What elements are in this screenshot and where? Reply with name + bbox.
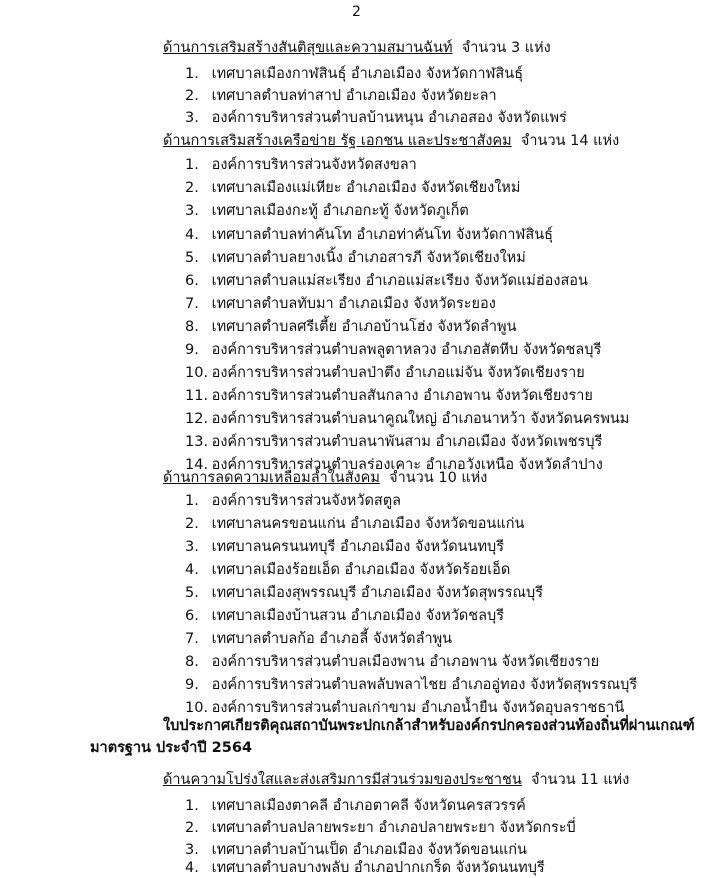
section-title: ด้านการเสริมสร้างเครือข่าย รัฐ เอกชน และประชาสังคม	[163, 133, 512, 149]
item-text: เทศบาลเมืองสุพรรณบุรี อำเภอเมือง จังหวัดสุพรรณบุรี	[211, 585, 544, 601]
item-text: องค์การบริหารส่วนตำบลนาคูณใหญ่ อำเภอนาหว้า จังหวัดนครพนม	[211, 411, 630, 427]
list-item	[185, 818, 576, 838]
list-item	[185, 698, 624, 718]
item-number: 4.	[185, 562, 199, 578]
list-item	[185, 858, 545, 878]
item-text: เทศบาลเมืองกาฬสินธุ์ อำเภอเมือง จังหวัดกาฬสินธุ์	[211, 66, 524, 82]
list-item	[185, 583, 543, 603]
list-item	[185, 840, 527, 860]
list-item	[185, 432, 602, 452]
item-text: เทศบาลเมืองบ้านสวน อำเภอเมือง จังหวัดชลบุรี	[211, 608, 505, 624]
item-number: 8.	[185, 319, 199, 335]
item-number: 6.	[185, 608, 199, 624]
item-text: เทศบาลเมืองร้อยเอ็ด อำเภอเมือง จังหวัดร้อยเอ็ด	[211, 562, 511, 578]
item-number: 7.	[185, 631, 199, 647]
item-text: องค์การบริหารส่วนตำบลนาพันสาม อำเภอเมือง จังหวัดเพชรบุรี	[211, 434, 603, 450]
section-count: จำนวน 10 แห่ง	[389, 470, 488, 486]
list-item	[185, 340, 601, 360]
item-text: เทศบาลตำบลยางเนิ้ง อำเภอสารภี จังหวัดเชียงใหม่	[211, 250, 526, 266]
item-number: 3.	[185, 539, 199, 555]
certificate-title: ใบประกาศเกียรติคุณสถาบันพระปกเกล้าสำหรับองค์กรปกครองส่วนท้องถิ่นที่ผ่านเกณฑ์	[163, 718, 695, 734]
item-text: เทศบาลเมืองกะทู้ อำเภอกะทู้ จังหวัดภูเก็ต	[211, 203, 469, 219]
list-item	[185, 629, 452, 649]
item-number: 1.	[185, 493, 199, 509]
item-number: 10.	[185, 365, 209, 381]
item-text: เทศบาลตำบลแม่สะเรียง อำเภอแม่สะเรียง จังหวัดแม่ฮ่องสอน	[211, 273, 588, 289]
item-text: องค์การบริหารส่วนจังหวัดสตูล	[211, 493, 402, 509]
list-item	[185, 652, 599, 672]
list-item	[185, 201, 469, 221]
item-text: เทศบาลตำบลท่าคันโท อำเภอท่าคันโท จังหวัดกาฬสินธุ์	[211, 227, 553, 243]
item-text: เทศบาลตำบลทับมา อำเภอเมือง จังหวัดระยอง	[211, 296, 496, 312]
item-number: 5.	[185, 585, 199, 601]
item-text: องค์การบริหารส่วนตำบลป่าตึง อำเภอแม่จัน จังหวัดเชียงราย	[211, 365, 585, 381]
section-title: ด้านการเสริมสร้างสันติสุขและความสมานฉันท์	[163, 40, 453, 56]
list-item	[185, 796, 526, 816]
item-text: เทศบาลตำบลบางพลับ อำเภอปากเกร็ด จังหวัดนนทบุรี	[211, 860, 545, 876]
item-number: 3.	[185, 842, 199, 858]
section-count: จำนวน 14 แห่ง	[520, 133, 620, 149]
list-item	[185, 537, 504, 557]
section-heading	[163, 468, 487, 488]
list-item	[185, 178, 520, 198]
item-number: 12.	[185, 411, 209, 427]
item-number: 9.	[185, 342, 199, 358]
certificate-subtitle: มาตรฐาน ประจำปี 2564	[90, 740, 253, 756]
list-item	[185, 514, 524, 534]
item-text: องค์การบริหารส่วนตำบลพลับพลาไชย อำเภออู่ทอง จังหวัดสุพรรณบุรี	[211, 677, 638, 693]
section-title: ด้านการลดความเหลื่อมล้ำในสังคม	[163, 470, 380, 486]
list-item	[185, 363, 585, 383]
item-number: 1.	[185, 66, 199, 82]
item-text: เทศบาลนครขอนแก่น อำเภอเมือง จังหวัดขอนแก่น	[211, 516, 525, 532]
list-item	[185, 675, 637, 695]
item-text: เทศบาลตำบลศรีเตี้ย อำเภอบ้านโฮ่ง จังหวัดลำพูน	[211, 319, 517, 335]
item-number: 2.	[185, 88, 199, 104]
item-text: เทศบาลตำบลบ้านเป็ด อำเภอเมือง จังหวัดขอนแก่น	[211, 842, 527, 858]
item-number: 1.	[185, 157, 199, 173]
list-item	[185, 409, 629, 429]
item-text: องค์การบริหารส่วนตำบลสันกลาง อำเภอพาน จังหวัดเชียงราย	[211, 388, 593, 404]
item-text: เทศบาลเมืองตาคลี อำเภอตาคลี จังหวัดนครสวรรค์	[211, 798, 526, 814]
item-text: เทศบาลตำบลปลายพระยา อำเภอปลายพระยา จังหวัดกระบี่	[211, 820, 576, 836]
item-number: 9.	[185, 677, 199, 693]
item-number: 5.	[185, 250, 199, 266]
item-number: 13.	[185, 434, 209, 450]
list-item	[185, 606, 504, 626]
item-number: 7.	[185, 296, 199, 312]
item-text: องค์การบริหารส่วนตำบลเก่าขาม อำเภอน้ำยืน จังหวัดอุบลราชธานี	[211, 700, 625, 716]
section-heading	[163, 38, 551, 58]
item-text: องค์การบริหารส่วนตำบลร่องเคาะ อำเภอวังเหนือ จังหวัดลำปาง	[211, 457, 603, 473]
item-text: เทศบาลตำบลท่าสาป อำเภอเมือง จังหวัดยะลา	[211, 88, 497, 104]
list-item	[185, 86, 497, 106]
list-item	[185, 294, 496, 314]
list-item	[185, 560, 510, 580]
list-item	[185, 108, 567, 128]
item-number: 1.	[185, 798, 199, 814]
item-number: 3.	[185, 110, 199, 126]
item-text: องค์การบริหารส่วนตำบลพลูตาหลวง อำเภอสัตหีบ จังหวัดชลบุรี	[211, 342, 602, 358]
item-number: 11.	[185, 388, 209, 404]
item-text: เทศบาลตำบลก้อ อำเภอลี้ จังหวัดลำพูน	[211, 631, 453, 647]
list-item	[185, 491, 401, 511]
item-number: 2.	[185, 180, 199, 196]
item-number: 10.	[185, 700, 209, 716]
item-text: เทศบาลเมืองแม่เหียะ อำเภอเมือง จังหวัดเชียงใหม่	[211, 180, 521, 196]
item-number: 6.	[185, 273, 199, 289]
list-item	[185, 64, 523, 84]
list-item	[185, 386, 593, 406]
item-number: 4.	[185, 860, 199, 876]
list-item	[185, 317, 517, 337]
list-item	[185, 248, 526, 268]
list-item	[185, 225, 553, 245]
list-item	[185, 271, 588, 291]
item-number: 4.	[185, 227, 199, 243]
item-number: 3.	[185, 203, 199, 219]
list-item	[185, 155, 417, 175]
item-number: 8.	[185, 654, 199, 670]
section-heading	[163, 770, 629, 790]
item-number: 2.	[185, 516, 199, 532]
item-number: 2.	[185, 820, 199, 836]
item-number: 14.	[185, 457, 209, 473]
item-text: องค์การบริหารส่วนจังหวัดสงขลา	[211, 157, 417, 173]
section-count: จำนวน 11 แห่ง	[531, 772, 630, 788]
section-count: จำนวน 3 แห่ง	[461, 40, 551, 56]
item-text: องค์การบริหารส่วนตำบลเมืองพาน อำเภอพาน จังหวัดเชียงราย	[211, 654, 600, 670]
item-text: เทศบาลนครนนทบุรี อำเภอเมือง จังหวัดนนทบุรี	[211, 539, 504, 555]
section-title: ด้านความโปร่งใสและส่งเสริมการมีส่วนร่วมของประชาชน	[163, 772, 522, 788]
item-text: องค์การบริหารส่วนตำบลบ้านหนุน อำเภอสอง จังหวัดแพร่	[211, 110, 567, 126]
page-number: 2	[352, 4, 361, 20]
section-heading	[163, 131, 619, 151]
